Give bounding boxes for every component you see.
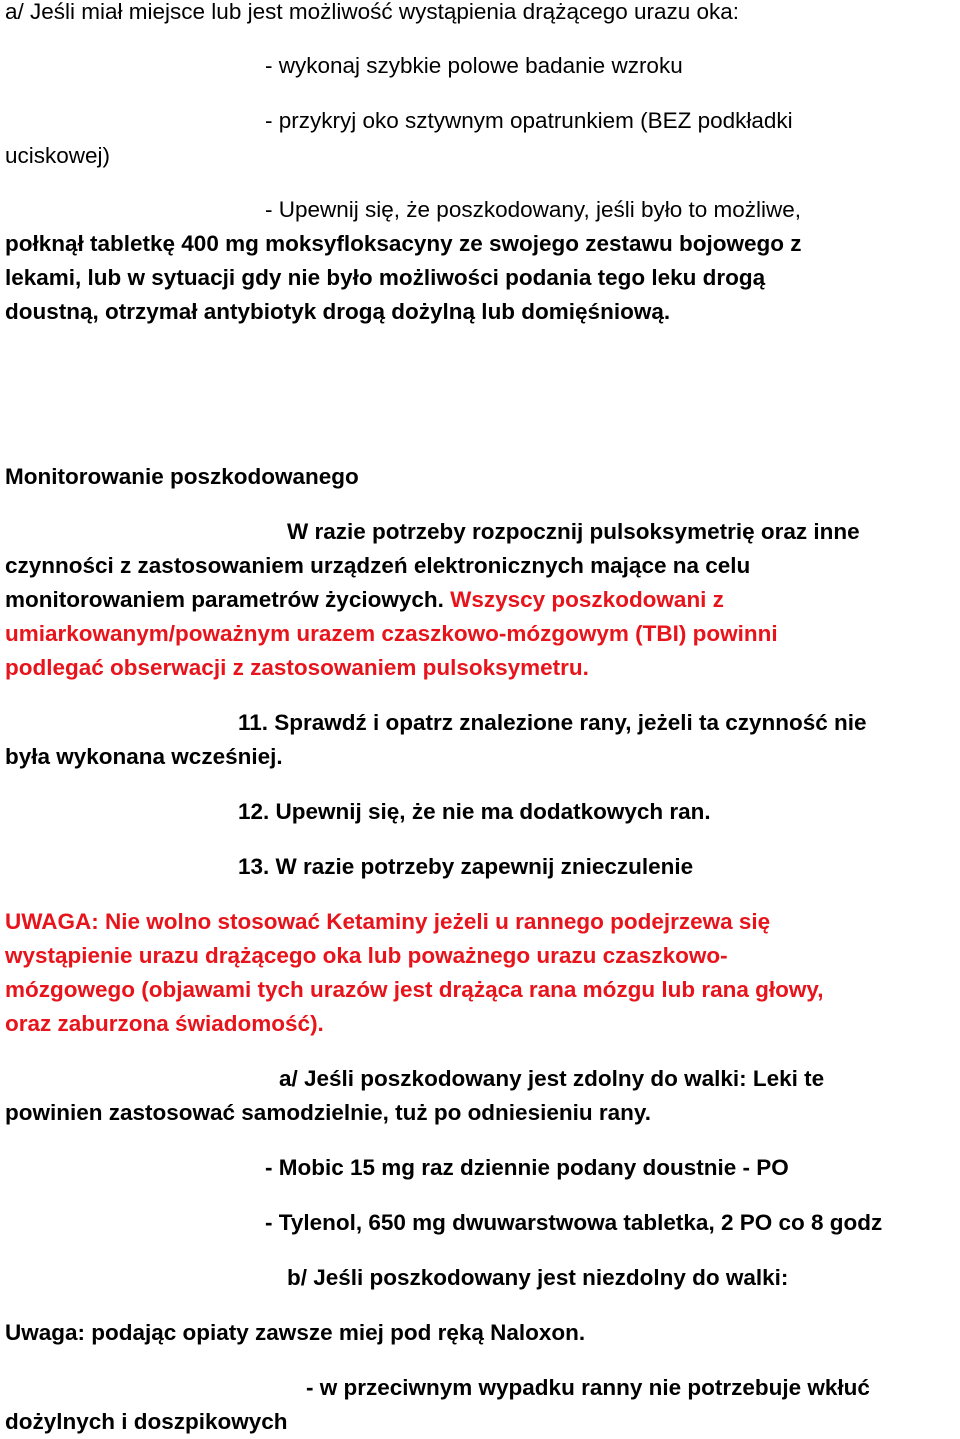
naloxone-note: Uwaga: podając opiaty zawsze miej pod ręką Naloxon. xyxy=(5,1320,586,1345)
monitoring-heading: Monitorowanie poszkodowanego xyxy=(5,464,359,489)
step-13: 13. W razie potrzeby zapewnij znieczulenie xyxy=(238,854,694,879)
eye-item-antibiotic-line1: - Upewnij się, że poszkodowany, jeśli było to możliwe, xyxy=(265,197,802,222)
eye-item-antibiotic-line2: połknął tabletkę 400 mg moksyfloksacyny ze swojego zestawu bojowego z xyxy=(5,231,802,256)
medication-mobic: - Mobic 15 mg raz dziennie podany doustnie - PO xyxy=(265,1155,789,1180)
monitoring-line1: W razie potrzeby rozpocznij pulsoksymetrię oraz inne xyxy=(287,519,860,544)
monitoring-line2: czynności z zastosowaniem urządzeń elektronicznych mające na celu xyxy=(5,553,751,578)
ketamine-warning-line4: oraz zaburzona świadomość). xyxy=(5,1011,324,1036)
ketamine-warning-line1: UWAGA: Nie wolno stosować Ketaminy jeżeli u rannego podejrzewa się xyxy=(5,909,771,934)
eye-item-vision-test: - wykonaj szybkie polowe badanie wzroku xyxy=(265,53,683,78)
eye-item-antibiotic-line3: lekami, lub w sytuacji gdy nie było możliwości podania tego leku drogą xyxy=(5,265,766,290)
fit-to-fight-line1: a/ Jeśli poszkodowany jest zdolny do walki: Leki te xyxy=(279,1066,825,1091)
monitoring-line3-text: monitorowaniem parametrów życiowych. xyxy=(5,587,444,612)
fit-to-fight-line2: powinien zastosować samodzielnie, tuż po odniesieniu rany. xyxy=(5,1100,651,1125)
no-iv-access-line2: dożylnych i doszpikowych xyxy=(5,1409,288,1434)
step-11-line1: 11. Sprawdź i opatrz znalezione rany, jeżeli ta czynność nie xyxy=(238,710,867,735)
eye-item-cover-line1: - przykryj oko sztywnym opatrunkiem (BEZ podkładki xyxy=(265,108,793,133)
step-12: 12. Upewnij się, że nie ma dodatkowych ran. xyxy=(238,799,711,824)
unfit-to-fight-heading: b/ Jeśli poszkodowany jest niezdolny do walki: xyxy=(287,1265,789,1290)
tbi-warning-line2: umiarkowanym/poważnym urazem czaszkowo-mózgowym (TBI) powinni xyxy=(5,621,778,646)
eye-injury-heading: a/ Jeśli miał miejsce lub jest możliwość wystąpienia drążącego urazu oka: xyxy=(5,0,740,24)
monitoring-line3 xyxy=(5,583,960,617)
ketamine-warning-line3: mózgowego (objawami tych urazów jest drążąca rana mózgu lub rana głowy, xyxy=(5,977,824,1002)
tbi-warning-line1: Wszyscy poszkodowani z xyxy=(450,587,724,612)
step-11-line2: była wykonana wcześniej. xyxy=(5,744,283,769)
tbi-warning-line3: podlegać obserwacji z zastosowaniem pulsoksymetru. xyxy=(5,655,589,680)
eye-item-cover-line2: uciskowej) xyxy=(5,143,111,168)
eye-item-antibiotic-line4: doustną, otrzymał antybiotyk drogą dożylną lub domięśniową. xyxy=(5,299,671,324)
medication-tylenol: - Tylenol, 650 mg dwuwarstwowa tabletka, 2 PO co 8 godz xyxy=(265,1210,883,1235)
no-iv-access-line1: - w przeciwnym wypadku ranny nie potrzebuje wkłuć xyxy=(306,1375,870,1400)
ketamine-warning-line2: wystąpienie urazu drążącego oka lub poważnego urazu czaszkowo- xyxy=(5,943,728,968)
